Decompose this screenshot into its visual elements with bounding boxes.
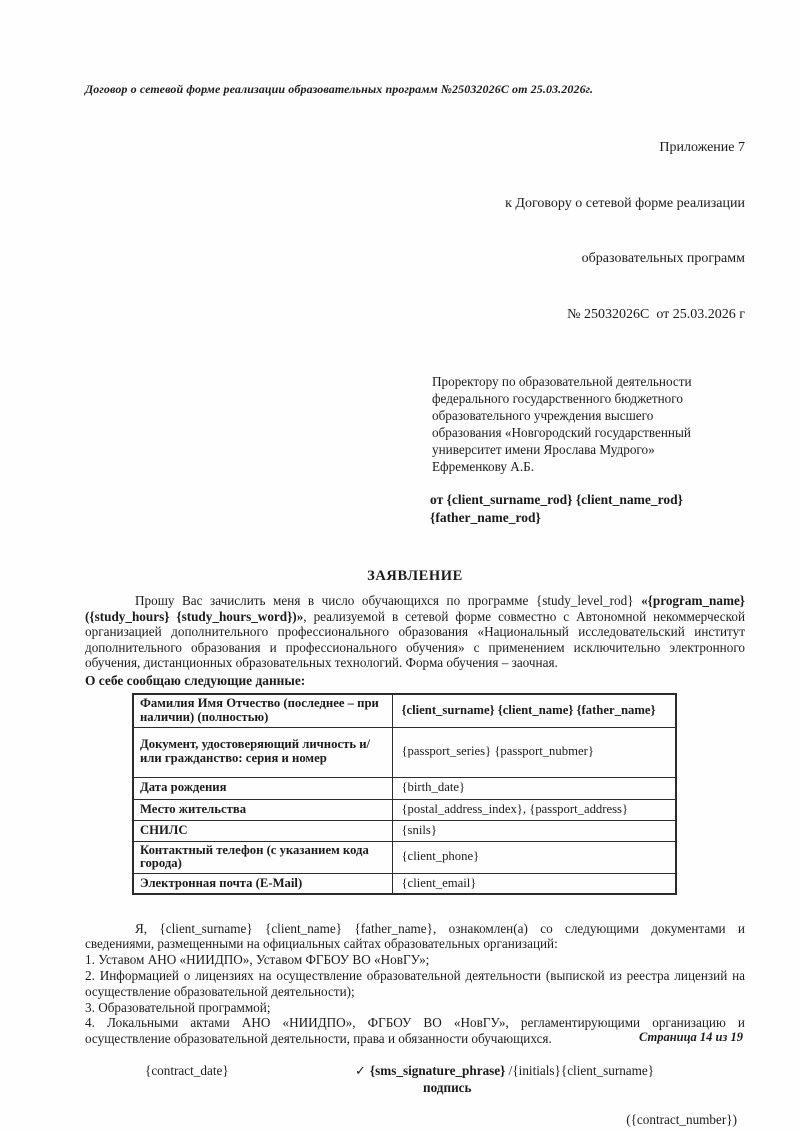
acknowledgement-item: 3. Образовательной программой; <box>85 999 271 1015</box>
signature-row <box>85 1063 745 1096</box>
page-footer: Страница 14 из 19 <box>638 1030 743 1044</box>
signature-caption: подпись <box>423 1080 472 1096</box>
row-label: Электронная почта (E-Mail) <box>133 874 393 894</box>
row-label: Контактный телефон (с указанием кода города) <box>133 841 393 874</box>
row-value: {snils} <box>393 820 676 841</box>
row-value: {client_phone} <box>393 841 676 874</box>
addressee-line: Ефременкову А.Б. <box>432 459 534 474</box>
table-row <box>133 727 676 777</box>
signature-block <box>355 1063 654 1096</box>
contract-number: ({contract_number}) <box>626 1112 737 1128</box>
acknowledgement-item: 1. Уставом АНО «НИИДПО», Уставом ФГБОУ ВО «НовГУ»; <box>85 952 430 968</box>
table-row <box>133 777 676 799</box>
acknowledgement-intro: Я, {client_surname} {client_name} {father_name}, ознакомлен(а) со следующими документами и сведениями, размещенными на официальных сайтах образовательных организаций: <box>85 920 745 952</box>
acknowledgement-item: 4. Локальными актами АНО «НИИДПО», ФГБОУ ВО «НовГУ», регламентирующими организацию и осуществление образовательной деятельности, права и обязанности обучающихся. <box>85 1015 745 1047</box>
row-label: СНИЛС <box>133 820 393 841</box>
row-label: Дата рождения <box>133 777 393 799</box>
table-row <box>133 799 676 820</box>
signature-phrase <box>355 1063 654 1079</box>
addressee-line: университет имени Ярослава Мудрого» <box>432 442 655 457</box>
checkmark-icon: ✓ <box>355 1063 366 1079</box>
table-row <box>133 820 676 841</box>
addressee-line: Проректору по образовательной деятельности <box>432 374 692 389</box>
appendix-line: к Договору о сетевой форме реализации <box>505 195 745 211</box>
row-label: Документ, удостоверяющий личность и/или гражданство: серия и номер <box>133 727 393 777</box>
request-paragraph <box>85 593 745 671</box>
row-value: {postal_address_index}, {passport_address} <box>393 799 676 820</box>
from-line: от {client_surname_rod} {client_name_rod} {father_name_rod} <box>430 492 683 525</box>
header-note: Договор о сетевой форме реализации образовательных программ №25032026С от 25.03.2026г. <box>85 82 594 96</box>
addressee-block <box>432 373 748 475</box>
addressee-line: федерального государственного бюджетного <box>432 391 683 406</box>
appendix-line: образовательных программ <box>581 251 745 266</box>
table-row <box>133 841 676 874</box>
table-row <box>133 874 676 894</box>
row-value: {client_email} <box>393 874 676 894</box>
row-label: Фамилия Имя Отчество (последнее – при наличии) (полностью) <box>133 694 393 727</box>
addressee-line: образования «Новгородский государственный <box>432 425 691 440</box>
row-value: {client_surname} {client_name} {father_name} <box>393 694 676 727</box>
acknowledgement-item: 2. Информацией о лицензиях на осуществление образовательной деятельности (выпиской из реестра лицензий на осуществление образовательной деятельности); <box>85 968 745 999</box>
row-label: Место жительства <box>133 799 393 820</box>
signature-initials: /{initials}{client_surname} <box>505 1063 655 1079</box>
data-intro: О себе сообщаю следующие данные: <box>85 672 306 688</box>
appendix-block <box>85 102 745 361</box>
request-intro: Прошу Вас зачислить меня в число обучающихся по программе {study_level_rod} <box>135 593 642 608</box>
addressee-line: образовательного учреждения высшего <box>432 408 654 423</box>
page-title: ЗАЯВЛЕНИЕ <box>367 568 463 584</box>
sms-signature-phrase: {sms_signature_phrase} <box>369 1063 506 1079</box>
contract-date: {contract_date} <box>145 1063 229 1079</box>
appendix-line: № 25032026С от 25.03.2026 г <box>567 306 745 322</box>
request-rest: , реализуемой в сетевой форме совместно с Автономной некоммерческой организацией дополнительного профессионального образования «Национальный исследовательский институт дополнительного образования и профессионального обучения» с применением исключительно электронного обучения, дистанционных образовательных технологий. Форма обучения – заочная. <box>85 608 745 671</box>
table-row <box>133 694 676 727</box>
appendix-line: Приложение 7 <box>659 140 745 155</box>
row-value: {passport_series} {passport_nubmer} <box>393 727 676 777</box>
personal-data-table <box>132 693 677 895</box>
program-name-bold: «{program_name} ({study_hours} {study_hours_word})» <box>85 593 745 624</box>
row-value: {birth_date} <box>393 777 676 799</box>
